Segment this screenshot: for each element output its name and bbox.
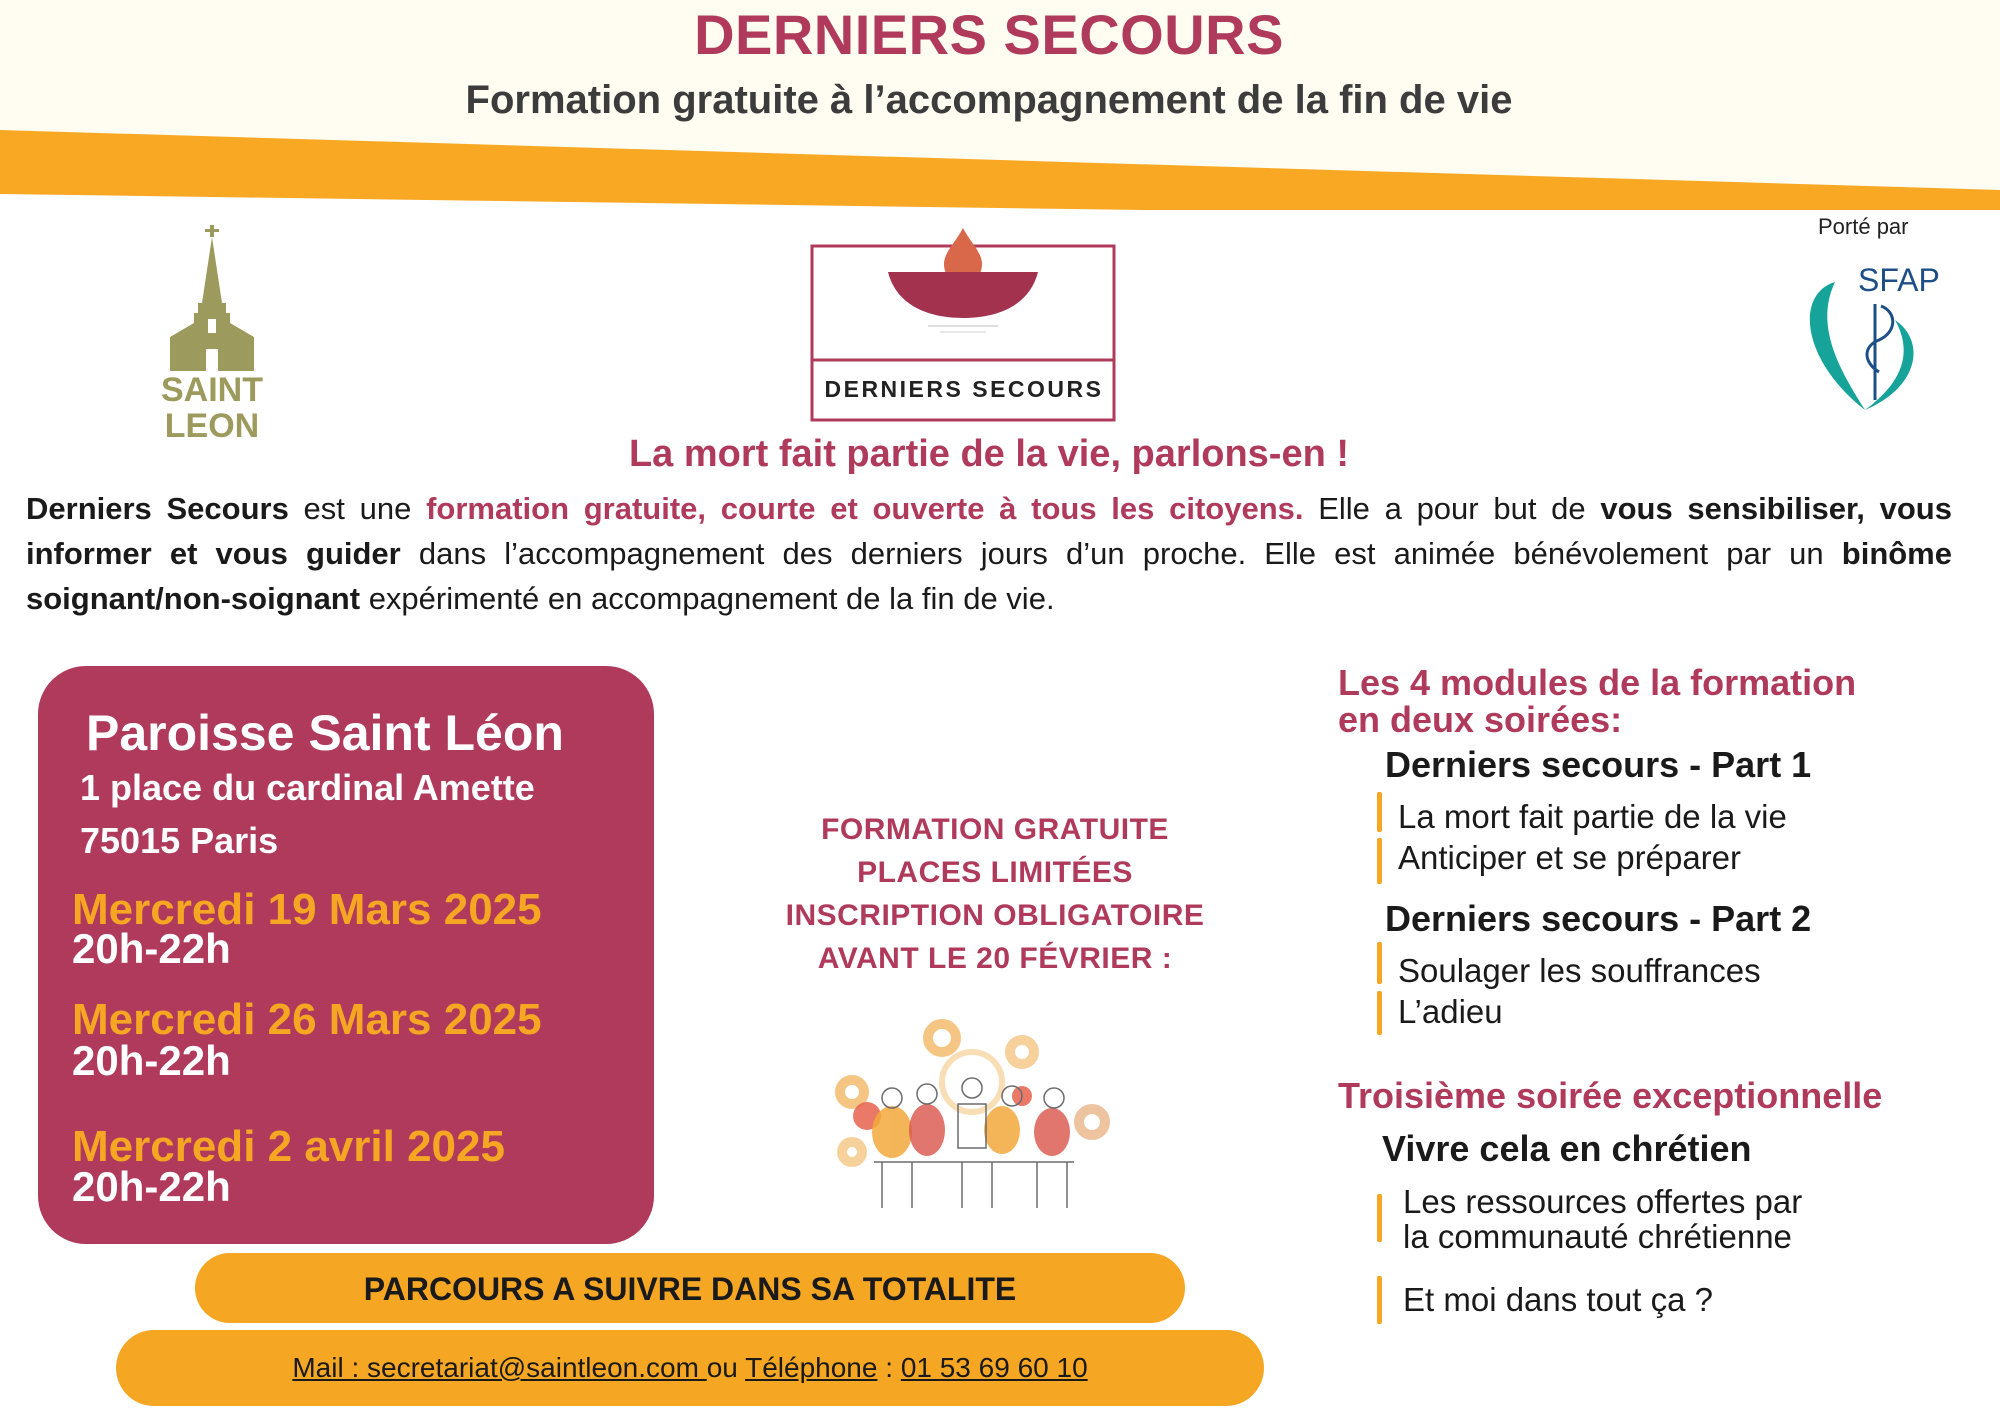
sfap-logo-text: SFAP [1858,262,1940,298]
module-item: La mort fait partie de la vie [1398,798,1787,835]
page-subtitle: Formation gratuite à l’accompagnement de la fin de vie [465,78,1513,122]
module-item: Soulager les souffrances [1398,952,1761,989]
session-time: 20h-22h [72,1037,231,1084]
mail-link[interactable]: Mail : secretariat@saintleon.com [292,1352,707,1383]
module-bullet-bar [1377,792,1382,832]
saint-leon-logo-text: SAINT LEON [161,371,263,445]
module-bullet-bar [1377,942,1382,984]
tagline: La mort fait partie de la vie, parlons-en ! [628,433,1350,475]
venue-address-line2: 75015 Paris [80,820,279,861]
third-evening-title: Vivre cela en chrétien [1382,1128,1752,1169]
telephone-label: Téléphone [745,1352,878,1383]
intro-paragraph: Derniers Secours est une formation gratuite, courte et ouverte à tous les citoyens. Elle a pour but de vous sensibiliser, vous informer et vous guider dans l’accompagnement des derniers jours d’un proche. Elle est animée bénévolement par un binôme soignant/non-soignant expérimenté en accompagnement de la fin de vie. [26,491,1952,616]
module-bullet-bar [1377,838,1382,884]
venue-name: Paroisse Saint Léon [86,705,564,761]
module-item: Anticiper et se préparer [1398,839,1742,876]
derniers-secours-logo-text: DERNIERS SECOURS [824,376,1104,402]
parcours-text: PARCOURS A SUIVRE DANS SA TOTALITE [363,1271,1017,1307]
module-bullet-bar [1377,991,1382,1035]
modules-heading: Les 4 modules de la formation en deux soirées: [1338,662,1857,740]
phone-link[interactable]: 01 53 69 60 10 [900,1352,1088,1383]
module-bullet-bar [1377,1276,1382,1324]
church-icon [150,225,274,375]
module-item: Et moi dans tout ça ? [1403,1281,1714,1318]
session-date: Mercredi 19 Mars 2025 [72,885,542,934]
part1-title: Derniers secours - Part 1 [1385,744,1812,785]
notice-limited: PLACES LIMITÉES [857,856,1133,889]
module-bullet-bar [1377,1194,1382,1242]
porte-par-label: Porté par [1818,214,1909,239]
notice-free: FORMATION GRATUITE [821,813,1169,846]
venue-address-line1: 1 place du cardinal Amette [80,767,535,808]
group-illustration [822,1012,1122,1222]
module-item: L’adieu [1398,993,1503,1030]
session-time: 20h-22h [72,925,231,972]
contact-line: Mail : secretariat@saintleon.com ou Téléphone : 01 53 69 60 10 [292,1352,1088,1383]
session-time: 20h-22h [72,1163,231,1210]
notice-deadline: AVANT LE 20 FÉVRIER : [817,942,1173,975]
third-evening-heading: Troisième soirée exceptionnelle [1338,1075,1883,1116]
notice-registration: INSCRIPTION OBLIGATOIRE [785,899,1205,932]
part2-title: Derniers secours - Part 2 [1385,898,1812,939]
module-item: Les ressources offertes par la communauté chrétienne [1403,1183,1803,1255]
page-title: DERNIERS SECOURS [694,3,1284,66]
session-date: Mercredi 2 avril 2025 [72,1122,505,1171]
session-date: Mercredi 26 Mars 2025 [72,995,542,1044]
